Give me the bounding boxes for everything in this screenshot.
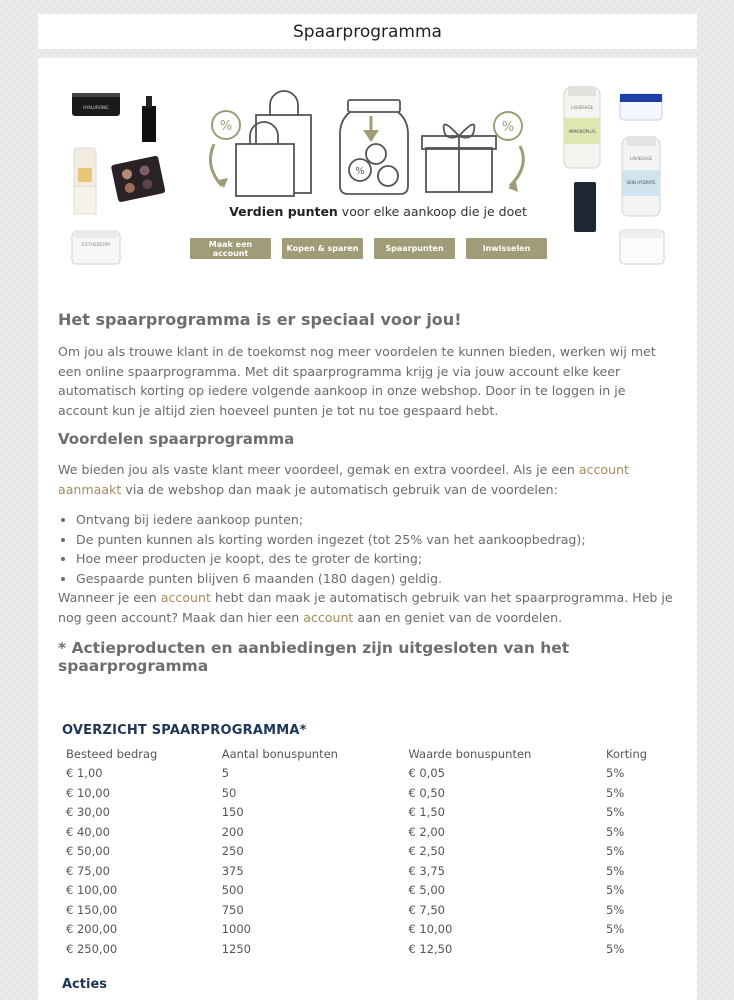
table-row [62, 900, 672, 920]
cell-value: € 12,50 [408, 941, 453, 956]
exclusion-disclaimer: * Actieproducten en aanbiedingen zijn uitgesloten van het spaarprogramma [58, 639, 570, 675]
laviesage-label-1: LAVIESAGE [570, 105, 594, 110]
cell-points: 1000 [221, 922, 251, 937]
skin-hydrate-label: SKIN HYDRATE [626, 180, 656, 185]
percent-arrow-icon [494, 112, 523, 192]
create-account-button[interactable]: Maak een account [190, 238, 271, 259]
benefits-list [76, 510, 678, 588]
redeem-button[interactable]: Inwisselen [466, 238, 547, 259]
table-row [62, 764, 672, 784]
table-row [62, 939, 672, 959]
cell-spent: € 200,00 [66, 922, 118, 937]
cell-discount: 5% [606, 785, 625, 800]
buy-and-save-button[interactable]: Kopen & sparen [282, 238, 363, 259]
account-text-3: aan en geniet van de voordelen. [353, 609, 563, 625]
cell-spent: € 250,00 [66, 941, 118, 956]
cell-spent: € 150,00 [66, 902, 118, 917]
account-text-1: Wanneer je een [58, 590, 161, 605]
list-item: • Gespaarde punten blijven 6 maanden (180 dagen) geldig. [76, 569, 678, 589]
cell-discount: 5% [606, 941, 625, 956]
content-card [38, 58, 697, 1000]
cell-spent: € 1,00 [66, 766, 103, 781]
main-content [58, 310, 678, 675]
table-row [62, 842, 672, 862]
cell-discount: 5% [606, 902, 625, 917]
cell-discount: 5% [606, 766, 625, 781]
cell-spent: € 30,00 [66, 805, 110, 820]
overview-title: OVERZICHT SPAARPROGRAMMA* [62, 723, 307, 738]
svg-text:%: % [219, 119, 233, 134]
immunoplus-label: IMMUNOPLUS [568, 129, 596, 134]
cell-value: € 10,00 [408, 922, 453, 937]
cell-spent: € 40,00 [66, 824, 110, 839]
account-link-1[interactable]: account [160, 590, 211, 605]
benefits-text-2: via de webshop dan maak je automatisch gebruik van de voordelen: [121, 481, 558, 497]
product-images-right [564, 86, 664, 264]
cell-spent: € 50,00 [66, 844, 110, 859]
cell-points: 1250 [221, 941, 251, 956]
gift-box-icon [422, 124, 496, 192]
product-images-left [72, 93, 166, 264]
cell-value: € 0,05 [408, 766, 445, 781]
account-link-2[interactable]: account [303, 609, 354, 625]
cell-spent: € 10,00 [66, 785, 110, 800]
cell-points: 5 [221, 766, 230, 781]
shopping-bag-icon [236, 91, 311, 196]
benefits-text-1: We bieden jou als vaste klant meer voordeel, gemak en extra voordeel. Als je een [58, 462, 579, 477]
cell-points: 50 [221, 785, 237, 800]
account-paragraph [58, 588, 678, 627]
laviesage-label-2: LAVIESAGE [629, 156, 653, 161]
cell-discount: 5% [606, 824, 625, 839]
benefits-paragraph [58, 460, 678, 499]
cell-points: 375 [221, 863, 244, 878]
table-row [62, 881, 672, 901]
svg-text:%: % [355, 166, 365, 177]
cell-value: € 1,50 [408, 805, 445, 820]
banner-caption-bold: Verdien punten [229, 204, 338, 219]
intro-paragraph: Om jou als trouwe klant in de toekomst nog meer voordelen te kunnen bieden, werken wij met een online spaarprogramma. Met dit spaarprogramma krijg je via jouw account elke keer automatisch korting op iedere volgende aankoop in onze webshop. Door in te loggen in je account kun je altijd zien hoeveel punten je tot nu toe gespaard hebt. [58, 344, 656, 418]
page-title: Spaarprogramma [38, 14, 697, 49]
savings-points-button[interactable]: Spaarpunten [374, 238, 455, 259]
header-spent: Besteed bedrag [66, 746, 158, 761]
cell-value: € 5,00 [408, 883, 445, 898]
cell-value: € 7,50 [408, 902, 445, 917]
table-header-row [62, 744, 672, 764]
table-row [62, 920, 672, 940]
account-text-2: hebt dan maak je automatisch gebruik van het spaarprogramma. Heb je nog geen account? Maak dan hier een [58, 590, 673, 625]
intro-heading: Het spaarprogramma is er speciaal voor jou! [58, 310, 462, 329]
benefits-heading: Voordelen spaarprogramma [58, 430, 295, 448]
table-row [62, 783, 672, 803]
cell-points: 200 [221, 824, 244, 839]
cell-value: € 2,50 [408, 844, 445, 859]
svg-text:%: % [501, 120, 515, 135]
header-points: Aantal bonuspunten [221, 746, 338, 761]
svg-text:HYALURONIC: HYALURONIC [83, 105, 109, 110]
header-discount: Korting [606, 746, 648, 761]
banner-caption [188, 204, 568, 219]
cell-value: € 2,00 [408, 824, 445, 839]
overview-section [62, 723, 672, 992]
header-value: Waarde bonuspunten [408, 746, 532, 761]
cell-points: 500 [221, 883, 244, 898]
cell-spent: € 100,00 [66, 883, 118, 898]
cell-discount: 5% [606, 844, 625, 859]
list-item: • Hoe meer producten je koopt, des te groter de korting; [76, 549, 678, 569]
points-table [62, 744, 672, 959]
table-row [62, 861, 672, 881]
create-account-link[interactable]: account aanmaakt [58, 462, 630, 497]
cell-discount: 5% [606, 863, 625, 878]
esthederm-label: ESTHEDERM [82, 243, 110, 248]
cell-value: € 3,75 [408, 863, 445, 878]
cell-points: 750 [221, 902, 244, 917]
cell-discount: 5% [606, 883, 625, 898]
banner-caption-rest: voor elke aankoop die je doet [337, 204, 527, 219]
banner-button-row [190, 238, 547, 259]
cell-discount: 5% [606, 922, 625, 937]
table-row [62, 803, 672, 823]
cell-points: 250 [221, 844, 244, 859]
promo-banner [38, 58, 697, 283]
list-item: • Ontvang bij iedere aankoop punten; [76, 510, 678, 530]
cell-spent: € 75,00 [66, 863, 110, 878]
list-item: • De punten kunnen als korting worden ingezet (tot 25% van het aankoopbedrag); [76, 530, 678, 550]
acties-heading: Acties [62, 976, 107, 992]
cell-value: € 0,50 [408, 785, 445, 800]
table-row [62, 822, 672, 842]
cell-discount: 5% [606, 805, 625, 820]
cell-points: 150 [221, 805, 244, 820]
savings-jar-icon [340, 100, 408, 194]
